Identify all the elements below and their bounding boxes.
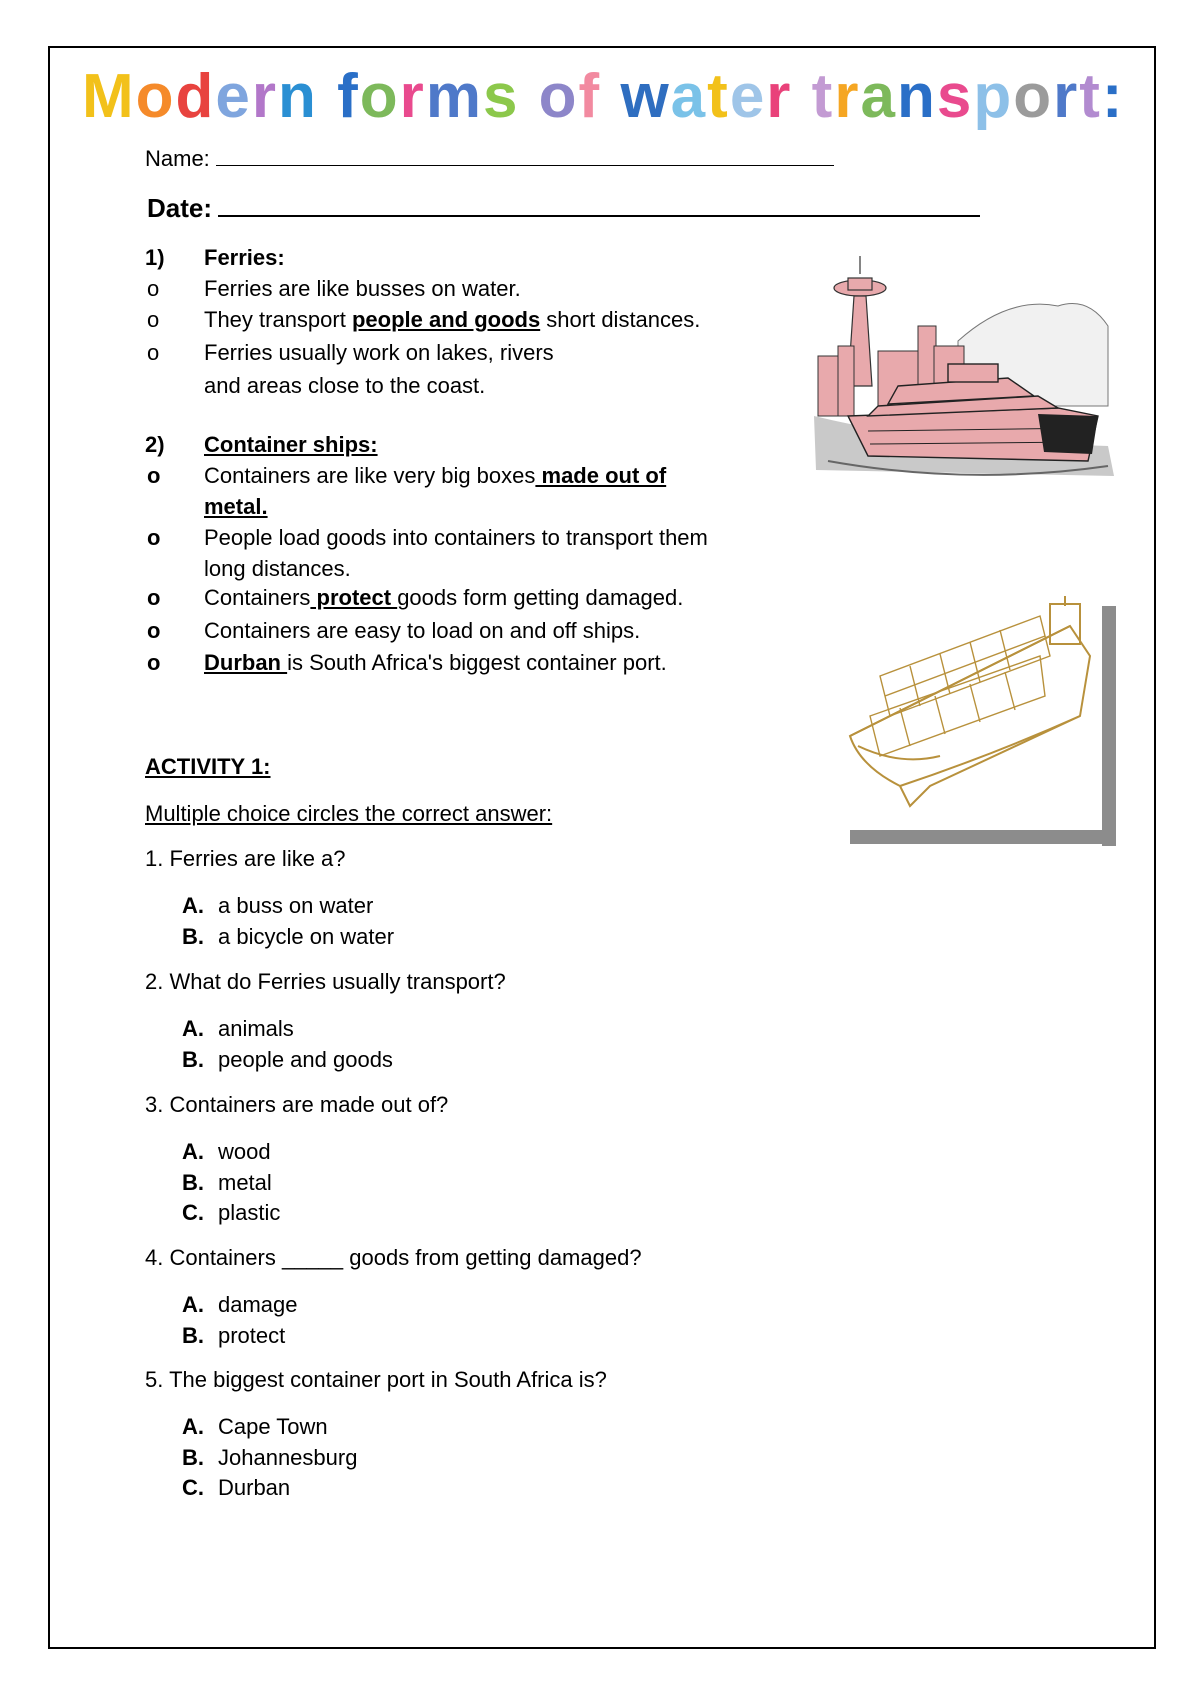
title-letter: a [670, 62, 708, 131]
section2-heading: Container ships: [204, 432, 378, 457]
text-run: short distances. [540, 307, 701, 332]
option-letter: B. [182, 923, 204, 949]
date-field[interactable] [147, 193, 980, 224]
option-letter: A. [182, 1016, 204, 1041]
bullet-text [204, 618, 640, 644]
title-letter: t [707, 62, 730, 131]
bullet-marker: o [147, 340, 160, 365]
date-underline[interactable] [218, 193, 980, 217]
option-text: a buss on water [218, 893, 374, 918]
title-letter: m [425, 62, 483, 131]
title-letter: r [766, 62, 793, 131]
bullet-text [204, 463, 666, 489]
section2-number: 2) [145, 432, 165, 457]
bullet-marker: o [147, 650, 161, 675]
answer-option[interactable] [182, 1475, 290, 1501]
title-letter: r [399, 62, 426, 131]
title-letter: o [1013, 62, 1054, 131]
ferry-illustration-icon [808, 256, 1118, 488]
title-letter: d [175, 62, 216, 131]
title-letter: n [896, 62, 937, 131]
text-run: people and goods [351, 307, 541, 332]
answer-option[interactable] [182, 1292, 298, 1318]
title-letter: M [82, 62, 136, 131]
bullet-text [204, 276, 521, 302]
bullet-text [204, 650, 667, 676]
option-text: Johannesburg [218, 1444, 358, 1470]
name-field[interactable] [145, 146, 834, 172]
bullet-marker: o [147, 618, 161, 643]
option-letter: B. [182, 1444, 204, 1470]
bullet-marker: o [147, 525, 161, 550]
title-letter: e [215, 62, 252, 131]
title-letter: r [834, 62, 861, 131]
bullet-text [204, 556, 351, 582]
option-text: animals [218, 1016, 294, 1041]
option-letter: C. [182, 1475, 204, 1500]
bullet-text [204, 340, 554, 366]
option-text: a bicycle on water [218, 923, 395, 949]
answer-option[interactable] [182, 924, 394, 950]
answer-option[interactable] [182, 1170, 272, 1196]
text-run: Containers are easy to load on and off ships. [204, 618, 641, 643]
title-letter: s [936, 62, 974, 131]
bullet-marker: o [147, 463, 161, 488]
option-text: Cape Town [218, 1414, 328, 1439]
section1-continuation: and areas close to the coast. [204, 373, 486, 398]
text-run: Containers are like very big boxes [204, 463, 536, 488]
question-text: 2. What do Ferries usually transport? [145, 969, 506, 994]
option-letter: B. [182, 1046, 204, 1072]
question-text: 3. Containers are made out of? [145, 1092, 449, 1117]
answer-option[interactable] [182, 1016, 294, 1042]
title-letter: f [578, 62, 602, 131]
bullet-text [204, 525, 708, 551]
title-letter [318, 66, 337, 128]
answer-option[interactable] [182, 1200, 280, 1226]
question-text: 5. The biggest container port in South Africa is? [145, 1367, 607, 1392]
text-run: People load goods into containers to transport them [204, 525, 708, 550]
option-letter: B. [182, 1322, 204, 1348]
title-letter: n [278, 62, 318, 131]
title-letter: r [1053, 62, 1080, 131]
section1-heading: Ferries: [204, 245, 285, 270]
option-text: wood [218, 1139, 271, 1164]
activity-instruction: Multiple choice circles the correct answer: [145, 801, 553, 826]
answer-option[interactable] [182, 1139, 271, 1165]
option-letter: A. [182, 1414, 204, 1439]
option-letter: C. [182, 1200, 204, 1225]
text-run: Durban [204, 650, 288, 675]
name-label: Name: [145, 146, 210, 171]
question-text: 4. Containers _____ goods from getting damaged? [145, 1245, 642, 1270]
title-letter: o [359, 62, 400, 131]
title-letter: o [135, 62, 176, 131]
title-letter: s [482, 62, 520, 131]
text-run: protect [310, 585, 398, 610]
title-letter: : [1101, 62, 1125, 131]
section1-number: 1) [145, 245, 165, 270]
option-letter: A. [182, 893, 204, 918]
title-letter: a [860, 62, 897, 131]
text-run: made out of [535, 463, 667, 488]
date-label: Date: [147, 193, 213, 223]
activity-heading: ACTIVITY 1: [145, 754, 271, 779]
title-letter: f [337, 62, 360, 131]
answer-option[interactable] [182, 1047, 393, 1073]
text-run: long distances. [204, 556, 351, 581]
bullet-text [204, 307, 700, 333]
text-run: Ferries usually work on lakes, rivers [204, 340, 554, 365]
text-run: Ferries are like busses on water. [204, 276, 521, 301]
title-letter: e [729, 62, 767, 131]
option-letter: A. [182, 1292, 204, 1317]
title-letter: p [973, 62, 1014, 131]
option-text: metal [218, 1169, 272, 1195]
option-letter: B. [182, 1169, 204, 1195]
option-text: people and goods [218, 1046, 393, 1072]
title-letter: t [1079, 62, 1102, 131]
text-run: is South Africa's biggest container port. [287, 650, 667, 675]
answer-option[interactable] [182, 893, 373, 919]
answer-option[interactable] [182, 1323, 285, 1349]
bullet-text [204, 585, 683, 611]
option-letter: A. [182, 1139, 204, 1164]
container-ship-illustration-icon [840, 596, 1120, 848]
title-letter [792, 66, 811, 128]
bullet-marker: o [147, 276, 160, 301]
question-text: 1. Ferries are like a? [145, 846, 346, 871]
name-underline[interactable] [216, 147, 834, 166]
answer-option[interactable] [182, 1414, 328, 1440]
text-run: Containers [204, 585, 311, 610]
title-letter: t [811, 62, 835, 131]
option-text: damage [218, 1292, 298, 1317]
text-run: goods form getting damaged. [397, 585, 684, 610]
option-text: plastic [218, 1200, 281, 1225]
title-letter: r [251, 62, 279, 131]
bullet-text [204, 494, 268, 520]
text-run: They transport [204, 307, 352, 332]
option-text: protect [218, 1322, 286, 1348]
bullet-marker: o [147, 585, 161, 610]
title-letter: o [538, 62, 579, 131]
answer-option[interactable] [182, 1445, 357, 1471]
option-text: Durban [218, 1475, 291, 1500]
title-letter: w [620, 62, 671, 131]
title-letter [601, 66, 620, 128]
worksheet-title [82, 62, 1125, 131]
bullet-marker: o [147, 307, 160, 332]
title-letter [519, 66, 538, 128]
text-run: metal. [204, 494, 268, 519]
